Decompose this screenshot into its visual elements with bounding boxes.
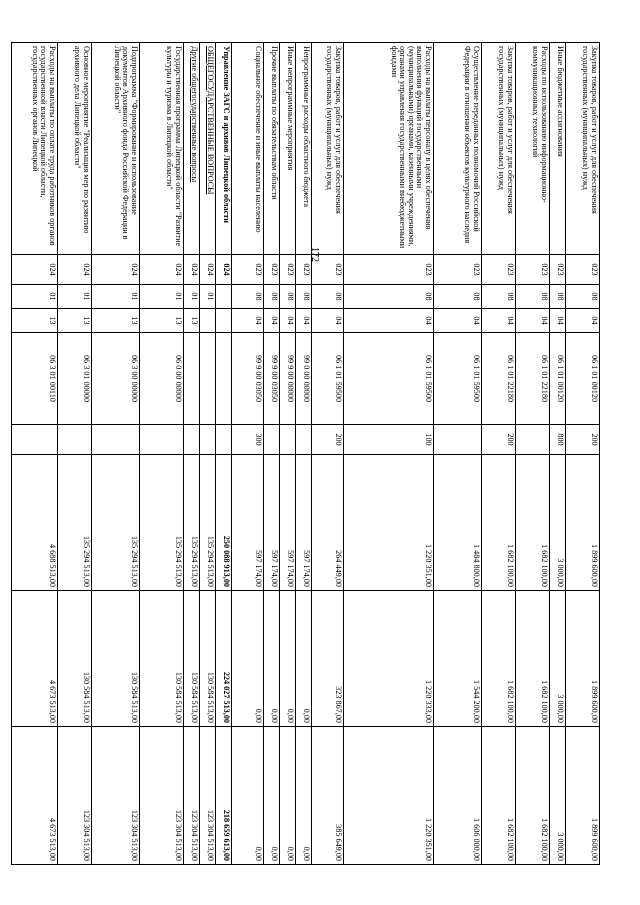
row-name: Непрограммные расходы областного бюджета: [296, 43, 312, 255]
amount-year3: 3 000,00: [550, 727, 566, 865]
subsection-code: 04: [312, 309, 344, 333]
table-row: [566, 43, 600, 865]
subsection-code: 13: [140, 309, 184, 333]
expense-type-code: [12, 425, 58, 455]
amount-year1: 135 294 513,00: [58, 455, 92, 591]
table-row: [280, 43, 296, 865]
amount-year3: 0,00: [264, 727, 280, 865]
amount-year2: 1 899 600,00: [566, 591, 600, 727]
amount-year2: 1 220 333,00: [344, 591, 434, 727]
amount-year2: 1 682 100,00: [516, 591, 550, 727]
amount-year1: 135 294 513,00: [184, 455, 200, 591]
amount-year1: 597 174,00: [264, 455, 280, 591]
row-name: Расходы на выплаты по оплате труда работников органов государственной власти Липецкой области, государственных органов Липецкой: [12, 43, 58, 255]
section-code: 01: [92, 285, 140, 309]
section-code: 08: [232, 285, 264, 309]
amount-year2: 130 584 513,00: [58, 591, 92, 727]
subsection-code: 13: [12, 309, 58, 333]
target-article-code: 06 3 01 00110: [12, 333, 58, 425]
section-code: 08: [550, 285, 566, 309]
subsection-code: 04: [566, 309, 600, 333]
subsection-code: 13: [58, 309, 92, 333]
subsection-code: 04: [280, 309, 296, 333]
grbs-code: 024: [58, 255, 92, 285]
expense-type-code: [280, 425, 296, 455]
table-row: [92, 43, 140, 865]
amount-year1: 1 220 351,00: [344, 455, 434, 591]
expense-type-code: [264, 425, 280, 455]
table-row: [12, 43, 58, 865]
amount-year2: 4 673 513,00: [12, 591, 58, 727]
target-article-code: 06 1 01 59500: [344, 333, 434, 425]
section-code: 08: [296, 285, 312, 309]
amount-year1: 135 294 513,00: [92, 455, 140, 591]
target-article-code: 99 9 00 00000: [280, 333, 296, 425]
table-row: [482, 43, 516, 865]
table-row: [140, 43, 184, 865]
amount-year3: 385 649,00: [312, 727, 344, 865]
section-code: 08: [516, 285, 550, 309]
target-article-code: 06 1 01 22180: [482, 333, 516, 425]
target-article-code: 06 1 01 22180: [516, 333, 550, 425]
grbs-code: 023: [550, 255, 566, 285]
table-row: [550, 43, 566, 865]
row-name: Другие общегосударственные вопросы: [184, 43, 200, 255]
page-number: 172: [309, 247, 320, 262]
section-code: 08: [566, 285, 600, 309]
row-name: Подпрограмма "Формирование и использование документов Архивного фонда Российской Федерации в Липецкой области": [92, 43, 140, 255]
amount-year3: 4 673 513,00: [12, 727, 58, 865]
section-code: 01: [58, 285, 92, 309]
table-row: [232, 43, 264, 865]
amount-year3: 1 899 600,00: [566, 727, 600, 865]
amount-year2: 0,00: [232, 591, 264, 727]
amount-year2: 224 027 513,00: [216, 591, 232, 727]
section-code: 01: [140, 285, 184, 309]
amount-year2: 0,00: [296, 591, 312, 727]
amount-year3: 1 682 100,00: [482, 727, 516, 865]
amount-year2: 130 584 513,00: [200, 591, 216, 727]
row-name: Расходы по использованию информационно-коммуникационных технологий: [516, 43, 550, 255]
target-article-code: 06 1 01 59500: [434, 333, 482, 425]
target-article-code: 99 9 00 03050: [232, 333, 264, 425]
row-name: Иные непрограммные мероприятия: [280, 43, 296, 255]
amount-year1: 1 682 100,00: [482, 455, 516, 591]
target-article-code: [200, 333, 216, 425]
grbs-code: 024: [184, 255, 200, 285]
amount-year1: 597 174,00: [296, 455, 312, 591]
subsection-code: [216, 309, 232, 333]
expense-type-code: [296, 425, 312, 455]
amount-year1: 597 174,00: [280, 455, 296, 591]
expense-type-code: [92, 425, 140, 455]
amount-year2: 3 000,00: [550, 591, 566, 727]
amount-year3: 1 606 000,00: [434, 727, 482, 865]
table-row: [200, 43, 216, 865]
target-article-code: 99 9 00 03050: [264, 333, 280, 425]
subsection-code: 04: [264, 309, 280, 333]
section-code: [216, 285, 232, 309]
expense-type-code: 200: [566, 425, 600, 455]
subsection-code: 13: [92, 309, 140, 333]
row-name: Расходы на выплаты персоналу в целях обеспечения выполнения функций государственными (муниципальными) органами, казенными учреждениями, органами управления государственными внебюджетными фондами: [344, 43, 434, 255]
grbs-code: 023: [434, 255, 482, 285]
grbs-code: 023: [312, 255, 344, 285]
section-code: 08: [434, 285, 482, 309]
expense-type-code: 200: [482, 425, 516, 455]
row-name: Управление ЗАГС и архивов Липецкой области: [216, 43, 232, 255]
expense-type-code: 100: [344, 425, 434, 455]
expense-type-code: [184, 425, 200, 455]
target-article-code: 06 3 01 00000: [58, 333, 92, 425]
amount-year2: 323 867,00: [312, 591, 344, 727]
grbs-code: 023: [482, 255, 516, 285]
row-name: Социальное обеспечение и иные выплаты населению: [232, 43, 264, 255]
row-name: Основное мероприятие "Реализация мер по развитию архивного дела Липецкой области": [58, 43, 92, 255]
amount-year1: 1 484 800,00: [434, 455, 482, 591]
amount-year1: 1 682 100,00: [516, 455, 550, 591]
target-article-code: 06 0 00 00000: [140, 333, 184, 425]
amount-year3: 123 304 513,00: [200, 727, 216, 865]
amount-year3: 123 304 513,00: [58, 727, 92, 865]
expense-type-code: 300: [232, 425, 264, 455]
budget-table: [11, 42, 600, 865]
expense-type-code: [434, 425, 482, 455]
table-row: [264, 43, 280, 865]
rotated-table-block: [30, 42, 600, 864]
amount-year2: 130 584 513,00: [184, 591, 200, 727]
target-article-code: 06 1 01 59500: [312, 333, 344, 425]
grbs-code: 024: [216, 255, 232, 285]
target-article-code: 06 3 00 00000: [92, 333, 140, 425]
amount-year1: 3 000,00: [550, 455, 566, 591]
grbs-code: 023: [516, 255, 550, 285]
row-name: Осуществление переданных полномочий Российской Федерации в отношении объектов культурного наследия: [434, 43, 482, 255]
section-code: 08: [264, 285, 280, 309]
amount-year1: 1 899 600,00: [566, 455, 600, 591]
amount-year2: 0,00: [280, 591, 296, 727]
row-name: Закупка товаров, работ и услуг для обеспечения государственных (муниципальных) нужд: [312, 43, 344, 255]
section-code: 08: [312, 285, 344, 309]
subsection-code: 04: [296, 309, 312, 333]
table-row: [434, 43, 482, 865]
amount-year3: 123 304 513,00: [140, 727, 184, 865]
grbs-code: 024: [92, 255, 140, 285]
amount-year2: 1 544 200,00: [434, 591, 482, 727]
section-code: 08: [344, 285, 434, 309]
grbs-code: 023: [232, 255, 264, 285]
expense-type-code: 800: [550, 425, 566, 455]
subsection-code: 04: [344, 309, 434, 333]
amount-year3: 218 659 613,00: [216, 727, 232, 865]
row-name: Закупка товаров, работ и услуг для обеспечения государственных (муниципальных) нужд: [482, 43, 516, 255]
amount-year3: 0,00: [232, 727, 264, 865]
amount-year1: 135 294 513,00: [200, 455, 216, 591]
table-row: [184, 43, 200, 865]
row-name: ОБЩЕГОСУДАРСТВЕННЫЕ ВОПРОСЫ: [200, 43, 216, 255]
amount-year3: 123 304 513,00: [92, 727, 140, 865]
table-row: [516, 43, 550, 865]
amount-year2: 1 682 100,00: [482, 591, 516, 727]
row-name: Иные бюджетные ассигнования: [550, 43, 566, 255]
expense-type-code: [516, 425, 550, 455]
subsection-code: 04: [232, 309, 264, 333]
amount-year1: 4 688 513,00: [12, 455, 58, 591]
section-code: 08: [280, 285, 296, 309]
table-row: [58, 43, 92, 865]
table-row: [312, 43, 344, 865]
section-code: 01: [184, 285, 200, 309]
target-article-code: [184, 333, 200, 425]
subsection-code: 04: [434, 309, 482, 333]
expense-type-code: [216, 425, 232, 455]
table-row: [296, 43, 312, 865]
expense-type-code: [140, 425, 184, 455]
subsection-code: 04: [550, 309, 566, 333]
amount-year2: 0,00: [264, 591, 280, 727]
amount-year2: 130 584 513,00: [140, 591, 184, 727]
row-name: Прочие выплаты по обязательствам области: [264, 43, 280, 255]
amount-year3: 1 220 351,00: [344, 727, 434, 865]
grbs-code: 024: [12, 255, 58, 285]
section-code: 01: [12, 285, 58, 309]
table-row: [216, 43, 232, 865]
target-article-code: [216, 333, 232, 425]
amount-year3: 123 304 513,00: [184, 727, 200, 865]
target-article-code: 06 1 01 00120: [550, 333, 566, 425]
amount-year1: 250 088 913,00: [216, 455, 232, 591]
amount-year3: 0,00: [296, 727, 312, 865]
amount-year2: 130 584 513,00: [92, 591, 140, 727]
grbs-code: 023: [344, 255, 434, 285]
amount-year1: 597 174,00: [232, 455, 264, 591]
subsection-code: 13: [184, 309, 200, 333]
grbs-code: 023: [296, 255, 312, 285]
grbs-code: 023: [280, 255, 296, 285]
grbs-code: 024: [200, 255, 216, 285]
grbs-code: 023: [566, 255, 600, 285]
amount-year1: 135 294 513,00: [140, 455, 184, 591]
section-code: 01: [200, 285, 216, 309]
grbs-code: 023: [264, 255, 280, 285]
section-code: 08: [482, 285, 516, 309]
row-name: Закупка товаров, работ и услуг для обеспечения государственных (муниципальных) нужд: [566, 43, 600, 255]
amount-year1: 264 449,00: [312, 455, 344, 591]
target-article-code: 06 1 01 00120: [566, 333, 600, 425]
table-row: [344, 43, 434, 865]
expense-type-code: [58, 425, 92, 455]
amount-year3: 1 682 100,00: [516, 727, 550, 865]
subsection-code: 04: [482, 309, 516, 333]
subsection-code: [200, 309, 216, 333]
expense-type-code: [200, 425, 216, 455]
target-article-code: 99 0 00 00000: [296, 333, 312, 425]
amount-year3: 0,00: [280, 727, 296, 865]
row-name: Государственная программа Липецкой области "Развитие культуры и туризма в Липецкой области": [140, 43, 184, 255]
grbs-code: 024: [140, 255, 184, 285]
subsection-code: 04: [516, 309, 550, 333]
expense-type-code: 200: [312, 425, 344, 455]
